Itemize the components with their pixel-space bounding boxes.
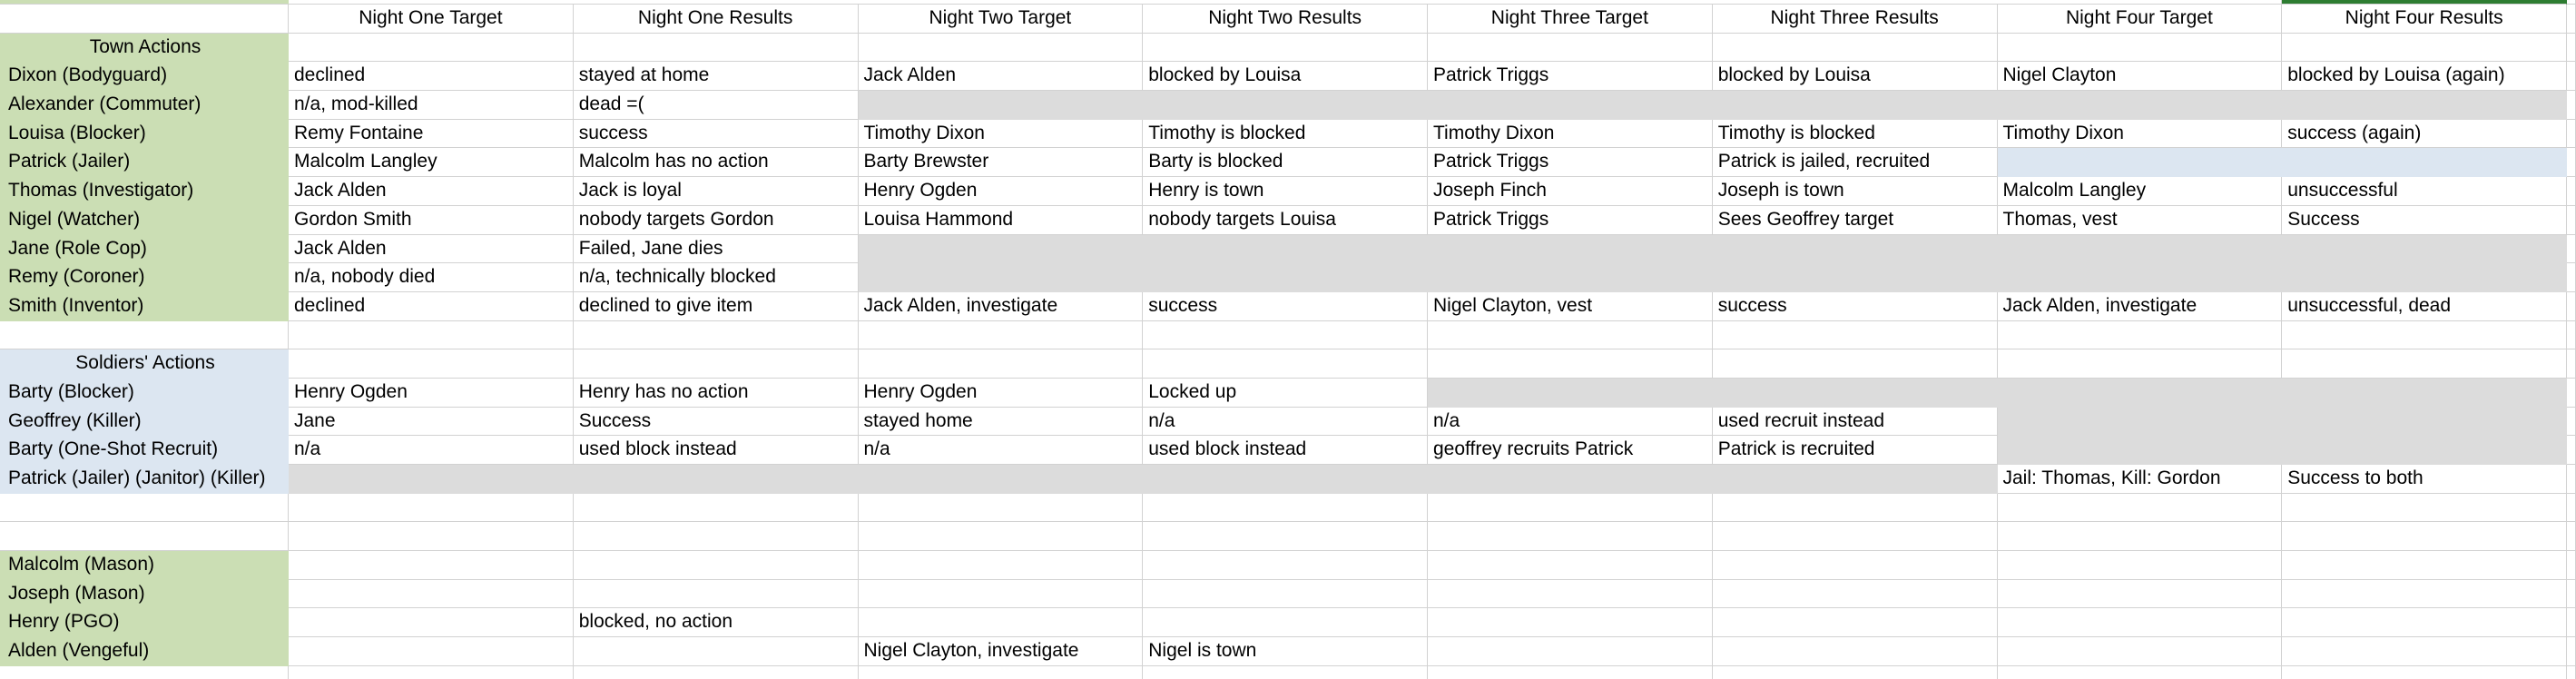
cell[interactable]: Malcolm Langley <box>1998 177 2283 206</box>
cell[interactable] <box>2282 494 2567 523</box>
row-label-cell[interactable]: Geoffrey (Killer) <box>0 408 289 437</box>
cell[interactable]: blocked by Louisa <box>1143 62 1428 91</box>
cell[interactable]: Locked up <box>1143 379 1428 408</box>
cell[interactable] <box>859 551 1144 580</box>
sheet-rows <box>0 5 2576 679</box>
cell[interactable]: Patrick is jailed, recruited <box>1713 148 1998 177</box>
header-cell[interactable]: Night Three Results <box>1713 5 1998 34</box>
cell[interactable]: nobody targets Gordon <box>574 206 859 235</box>
cell[interactable]: blocked, no action <box>574 608 859 637</box>
cell[interactable] <box>289 349 574 379</box>
table-row <box>0 637 2576 666</box>
cell[interactable]: n/a <box>1428 408 1713 437</box>
table-row <box>0 436 2576 465</box>
cell[interactable] <box>2282 91 2567 120</box>
cell[interactable]: declined <box>289 292 574 321</box>
gutter-cell[interactable] <box>2567 465 2576 494</box>
cell[interactable]: Malcolm Langley <box>289 148 574 177</box>
table-row <box>0 379 2576 408</box>
table-row <box>0 349 2576 379</box>
cell[interactable] <box>1428 34 1713 63</box>
cell[interactable]: Patrick Triggs <box>1428 148 1713 177</box>
header-cell[interactable]: Night One Results <box>574 5 859 34</box>
cell[interactable] <box>1428 637 1713 666</box>
row-label-cell[interactable] <box>0 494 289 523</box>
cell[interactable] <box>574 637 859 666</box>
cell[interactable]: Remy Fontaine <box>289 120 574 149</box>
cell[interactable] <box>1998 148 2283 177</box>
cell[interactable]: Nigel Clayton <box>1998 62 2283 91</box>
cell[interactable] <box>1998 349 2283 379</box>
cell[interactable] <box>574 580 859 609</box>
cell[interactable]: Louisa Hammond <box>859 206 1144 235</box>
cell[interactable] <box>1428 379 1713 408</box>
row-label-cell[interactable] <box>0 666 289 679</box>
cell[interactable] <box>574 34 859 63</box>
cell[interactable] <box>859 91 1144 120</box>
cell[interactable] <box>2282 235 2567 264</box>
header-cell[interactable]: Night Four Target <box>1998 5 2283 34</box>
cell[interactable] <box>859 494 1144 523</box>
cell[interactable] <box>1143 263 1428 292</box>
gutter-cell[interactable] <box>2567 436 2576 465</box>
cell[interactable] <box>859 522 1144 551</box>
cell[interactable]: Nigel Clayton, vest <box>1428 292 1713 321</box>
table-row <box>0 408 2576 437</box>
cell[interactable] <box>1713 551 1998 580</box>
cell[interactable] <box>1428 666 1713 679</box>
table-row <box>0 177 2576 206</box>
cell[interactable] <box>1143 551 1428 580</box>
cell[interactable] <box>1713 465 1998 494</box>
cell[interactable] <box>1143 580 1428 609</box>
gutter-cell[interactable] <box>2567 177 2576 206</box>
cell[interactable]: Gordon Smith <box>289 206 574 235</box>
cell[interactable] <box>859 263 1144 292</box>
row-label-cell[interactable] <box>0 522 289 551</box>
cell[interactable]: Jack Alden <box>289 235 574 264</box>
cell[interactable] <box>289 321 574 350</box>
header-cell[interactable]: Night Three Target <box>1428 5 1713 34</box>
table-row <box>0 235 2576 264</box>
gutter-cell[interactable] <box>2567 91 2576 120</box>
gutter-cell[interactable] <box>2567 235 2576 264</box>
row-label-cell[interactable]: Smith (Inventor) <box>0 292 289 321</box>
cell[interactable]: Sees Geoffrey target <box>1713 206 1998 235</box>
cell[interactable]: Jane <box>289 408 574 437</box>
cell[interactable]: Success to both <box>2282 465 2567 494</box>
cell[interactable] <box>1143 666 1428 679</box>
cell[interactable] <box>1713 379 1998 408</box>
cell[interactable] <box>1998 522 2283 551</box>
cell[interactable]: Henry Ogden <box>289 379 574 408</box>
cell[interactable] <box>289 580 574 609</box>
row-label-cell[interactable]: Remy (Coroner) <box>0 263 289 292</box>
cell[interactable] <box>859 321 1144 350</box>
gutter-cell[interactable] <box>2567 349 2576 379</box>
gutter-cell[interactable] <box>2567 666 2576 679</box>
cell[interactable] <box>859 235 1144 264</box>
row-label-cell[interactable]: Barty (One-Shot Recruit) <box>0 436 289 465</box>
cell[interactable] <box>2282 321 2567 350</box>
cell[interactable]: n/a <box>1143 408 1428 437</box>
cell[interactable]: Jack Alden, investigate <box>859 292 1144 321</box>
cell[interactable] <box>2282 408 2567 437</box>
gutter-cell[interactable] <box>2567 551 2576 580</box>
cell[interactable]: Jack is loyal <box>574 177 859 206</box>
cell[interactable] <box>289 34 574 63</box>
table-row <box>0 292 2576 321</box>
cell[interactable]: Nigel Clayton, investigate <box>859 637 1144 666</box>
cell[interactable] <box>1713 321 1998 350</box>
row-label-cell[interactable]: Alexander (Commuter) <box>0 91 289 120</box>
cell[interactable] <box>1713 349 1998 379</box>
cell[interactable]: Henry is town <box>1143 177 1428 206</box>
cell[interactable]: n/a <box>289 436 574 465</box>
header-row <box>0 5 2576 34</box>
cell[interactable]: Joseph Finch <box>1428 177 1713 206</box>
header-corner-cell[interactable] <box>0 5 289 34</box>
table-row <box>0 34 2576 63</box>
table-row <box>0 120 2576 149</box>
table-row <box>0 321 2576 350</box>
cell[interactable]: Failed, Jane dies <box>574 235 859 264</box>
cell[interactable] <box>859 34 1144 63</box>
cell[interactable]: blocked by Louisa (again) <box>2282 62 2567 91</box>
cell[interactable]: nobody targets Louisa <box>1143 206 1428 235</box>
cell[interactable]: Timothy is blocked <box>1143 120 1428 149</box>
row-label-cell[interactable]: Jane (Role Cop) <box>0 235 289 264</box>
header-cell[interactable]: Night One Target <box>289 5 574 34</box>
row-label-cell[interactable]: Dixon (Bodyguard) <box>0 62 289 91</box>
cell[interactable] <box>1998 608 2283 637</box>
cell[interactable] <box>1998 235 2283 264</box>
cell[interactable] <box>1713 91 1998 120</box>
row-label-cell[interactable]: Louisa (Blocker) <box>0 120 289 149</box>
cell[interactable]: Patrick Triggs <box>1428 206 1713 235</box>
cell[interactable]: success <box>1713 292 1998 321</box>
cell[interactable] <box>1713 263 1998 292</box>
cell[interactable] <box>1713 494 1998 523</box>
table-row <box>0 608 2576 637</box>
table-row <box>0 494 2576 523</box>
gutter-cell[interactable] <box>2567 321 2576 350</box>
cell[interactable]: Patrick is recruited <box>1713 436 1998 465</box>
table-row <box>0 148 2576 177</box>
gutter-cell[interactable] <box>2567 379 2576 408</box>
cell[interactable]: Patrick Triggs <box>1428 62 1713 91</box>
cell[interactable] <box>1713 608 1998 637</box>
cell[interactable]: Henry Ogden <box>859 177 1144 206</box>
row-label-cell[interactable]: Soldiers' Actions <box>0 349 289 379</box>
cell[interactable] <box>2282 349 2567 379</box>
cell[interactable]: success <box>574 120 859 149</box>
cell[interactable]: Malcolm has no action <box>574 148 859 177</box>
row-label-cell[interactable]: Joseph (Mason) <box>0 580 289 609</box>
cell[interactable] <box>2282 263 2567 292</box>
cell[interactable] <box>1998 408 2283 437</box>
cell[interactable] <box>1713 580 1998 609</box>
cell[interactable] <box>1998 551 2283 580</box>
table-row <box>0 666 2576 679</box>
table-row <box>0 91 2576 120</box>
cell[interactable]: geoffrey recruits Patrick <box>1428 436 1713 465</box>
cell[interactable] <box>1998 321 2283 350</box>
cell[interactable] <box>859 465 1144 494</box>
table-row <box>0 465 2576 494</box>
table-row <box>0 522 2576 551</box>
cell[interactable] <box>1998 666 2283 679</box>
cell[interactable]: declined <box>289 62 574 91</box>
cell[interactable] <box>1998 637 2283 666</box>
cell[interactable] <box>859 608 1144 637</box>
cell[interactable]: n/a, mod-killed <box>289 91 574 120</box>
cell[interactable]: Timothy Dixon <box>859 120 1144 149</box>
cell[interactable] <box>289 666 574 679</box>
row-label-cell[interactable]: Patrick (Jailer) <box>0 148 289 177</box>
cell[interactable] <box>1998 91 2283 120</box>
gutter-cell[interactable] <box>2567 5 2576 34</box>
cell[interactable] <box>859 580 1144 609</box>
cell[interactable]: Joseph is town <box>1713 177 1998 206</box>
cell[interactable] <box>1428 91 1713 120</box>
cell[interactable]: n/a <box>859 436 1144 465</box>
cell[interactable]: Timothy is blocked <box>1713 120 1998 149</box>
cell[interactable] <box>1998 494 2283 523</box>
gutter-cell[interactable] <box>2567 263 2576 292</box>
gutter-cell[interactable] <box>2567 637 2576 666</box>
cell[interactable]: blocked by Louisa <box>1713 62 1998 91</box>
cell[interactable] <box>1998 34 2283 63</box>
cell[interactable]: dead =( <box>574 91 859 120</box>
cell[interactable]: n/a, technically blocked <box>574 263 859 292</box>
cell[interactable] <box>1428 349 1713 379</box>
gutter-cell[interactable] <box>2567 206 2576 235</box>
cell[interactable]: Timothy Dixon <box>1428 120 1713 149</box>
cell[interactable] <box>1143 608 1428 637</box>
gutter-cell[interactable] <box>2567 522 2576 551</box>
cell[interactable]: Jack Alden <box>859 62 1144 91</box>
cell[interactable] <box>289 465 574 494</box>
cell[interactable] <box>2282 436 2567 465</box>
cell[interactable] <box>289 494 574 523</box>
cell[interactable]: stayed home <box>859 408 1144 437</box>
cell[interactable]: success <box>1143 292 1428 321</box>
cell[interactable] <box>1713 235 1998 264</box>
cell[interactable] <box>859 666 1144 679</box>
cell[interactable] <box>1428 235 1713 264</box>
cell[interactable]: Success <box>574 408 859 437</box>
cell[interactable] <box>2282 666 2567 679</box>
cell[interactable]: used recruit instead <box>1713 408 1998 437</box>
cell[interactable]: declined to give item <box>574 292 859 321</box>
cell[interactable] <box>1428 608 1713 637</box>
cell[interactable] <box>2282 148 2567 177</box>
cell[interactable] <box>574 522 859 551</box>
cell[interactable] <box>1143 522 1428 551</box>
cell[interactable] <box>1998 436 2283 465</box>
row-label-cell[interactable]: Town Actions <box>0 34 289 63</box>
cell[interactable] <box>289 551 574 580</box>
cell[interactable]: Barty Brewster <box>859 148 1144 177</box>
table-row <box>0 551 2576 580</box>
table-row <box>0 206 2576 235</box>
cell[interactable] <box>1428 522 1713 551</box>
cell[interactable] <box>1428 263 1713 292</box>
cell[interactable] <box>1428 494 1713 523</box>
cell[interactable]: stayed at home <box>574 62 859 91</box>
gutter-cell[interactable] <box>2567 408 2576 437</box>
cell[interactable] <box>1428 321 1713 350</box>
cell[interactable] <box>289 522 574 551</box>
cell[interactable] <box>574 494 859 523</box>
table-row <box>0 62 2576 91</box>
gutter-cell[interactable] <box>2567 120 2576 149</box>
row-label-cell[interactable]: Malcolm (Mason) <box>0 551 289 580</box>
cell[interactable] <box>2282 637 2567 666</box>
row-label-cell[interactable]: Henry (PGO) <box>0 608 289 637</box>
cell[interactable] <box>2282 580 2567 609</box>
cell[interactable] <box>1143 235 1428 264</box>
cell[interactable] <box>574 666 859 679</box>
cell[interactable] <box>1428 465 1713 494</box>
cell[interactable]: Success <box>2282 206 2567 235</box>
header-cell[interactable]: Night Two Results <box>1143 5 1428 34</box>
cell[interactable]: Jack Alden, investigate <box>1998 292 2283 321</box>
cell[interactable] <box>574 551 859 580</box>
cell[interactable]: Jack Alden <box>289 177 574 206</box>
cell[interactable] <box>1713 34 1998 63</box>
cell[interactable]: Nigel is town <box>1143 637 1428 666</box>
cell[interactable]: Barty is blocked <box>1143 148 1428 177</box>
cell[interactable] <box>859 349 1144 379</box>
cell[interactable] <box>1428 551 1713 580</box>
cell[interactable]: used block instead <box>1143 436 1428 465</box>
header-cell[interactable]: Night Two Target <box>859 5 1144 34</box>
cell[interactable] <box>289 608 574 637</box>
row-label-cell[interactable] <box>0 321 289 350</box>
cell[interactable] <box>1998 263 2283 292</box>
cell[interactable]: Henry Ogden <box>859 379 1144 408</box>
cell[interactable] <box>1143 34 1428 63</box>
gutter-cell[interactable] <box>2567 292 2576 321</box>
cell[interactable]: unsuccessful <box>2282 177 2567 206</box>
cell[interactable]: used block instead <box>574 436 859 465</box>
cell[interactable] <box>1713 522 1998 551</box>
cell[interactable] <box>1428 580 1713 609</box>
cell[interactable]: n/a, nobody died <box>289 263 574 292</box>
gutter-cell[interactable] <box>2567 148 2576 177</box>
cell[interactable] <box>289 637 574 666</box>
cell[interactable] <box>1143 321 1428 350</box>
cell[interactable] <box>1143 494 1428 523</box>
cell[interactable]: Jail: Thomas, Kill: Gordon <box>1998 465 2283 494</box>
cell[interactable] <box>1713 637 1998 666</box>
cell[interactable] <box>2282 379 2567 408</box>
cell[interactable]: Timothy Dixon <box>1998 120 2283 149</box>
cell[interactable] <box>2282 551 2567 580</box>
cell[interactable] <box>1998 580 2283 609</box>
cell[interactable]: Henry has no action <box>574 379 859 408</box>
cell[interactable]: success (again) <box>2282 120 2567 149</box>
cell[interactable] <box>2282 34 2567 63</box>
gutter-cell[interactable] <box>2567 62 2576 91</box>
cell[interactable] <box>1143 349 1428 379</box>
gutter-cell[interactable] <box>2567 494 2576 523</box>
cell[interactable] <box>2282 522 2567 551</box>
cell[interactable] <box>574 349 859 379</box>
cell[interactable] <box>1143 91 1428 120</box>
gutter-cell[interactable] <box>2567 34 2576 63</box>
gutter-cell[interactable] <box>2567 580 2576 609</box>
row-label-cell[interactable]: Alden (Vengeful) <box>0 637 289 666</box>
row-label-cell[interactable]: Nigel (Watcher) <box>0 206 289 235</box>
row-label-cell[interactable]: Thomas (Investigator) <box>0 177 289 206</box>
cell[interactable] <box>1713 666 1998 679</box>
gutter-cell[interactable] <box>2567 608 2576 637</box>
row-label-cell[interactable]: Patrick (Jailer) (Janitor) (Killer) <box>0 465 289 494</box>
table-row <box>0 263 2576 292</box>
table-row <box>0 580 2576 609</box>
cell[interactable] <box>1143 465 1428 494</box>
row-label-cell[interactable]: Barty (Blocker) <box>0 379 289 408</box>
cell[interactable]: unsuccessful, dead <box>2282 292 2567 321</box>
header-cell[interactable]: Night Four Results <box>2282 5 2567 34</box>
cell[interactable] <box>1998 379 2283 408</box>
cell[interactable] <box>574 321 859 350</box>
cell[interactable]: Thomas, vest <box>1998 206 2283 235</box>
cell[interactable] <box>2282 608 2567 637</box>
cell[interactable] <box>574 465 859 494</box>
